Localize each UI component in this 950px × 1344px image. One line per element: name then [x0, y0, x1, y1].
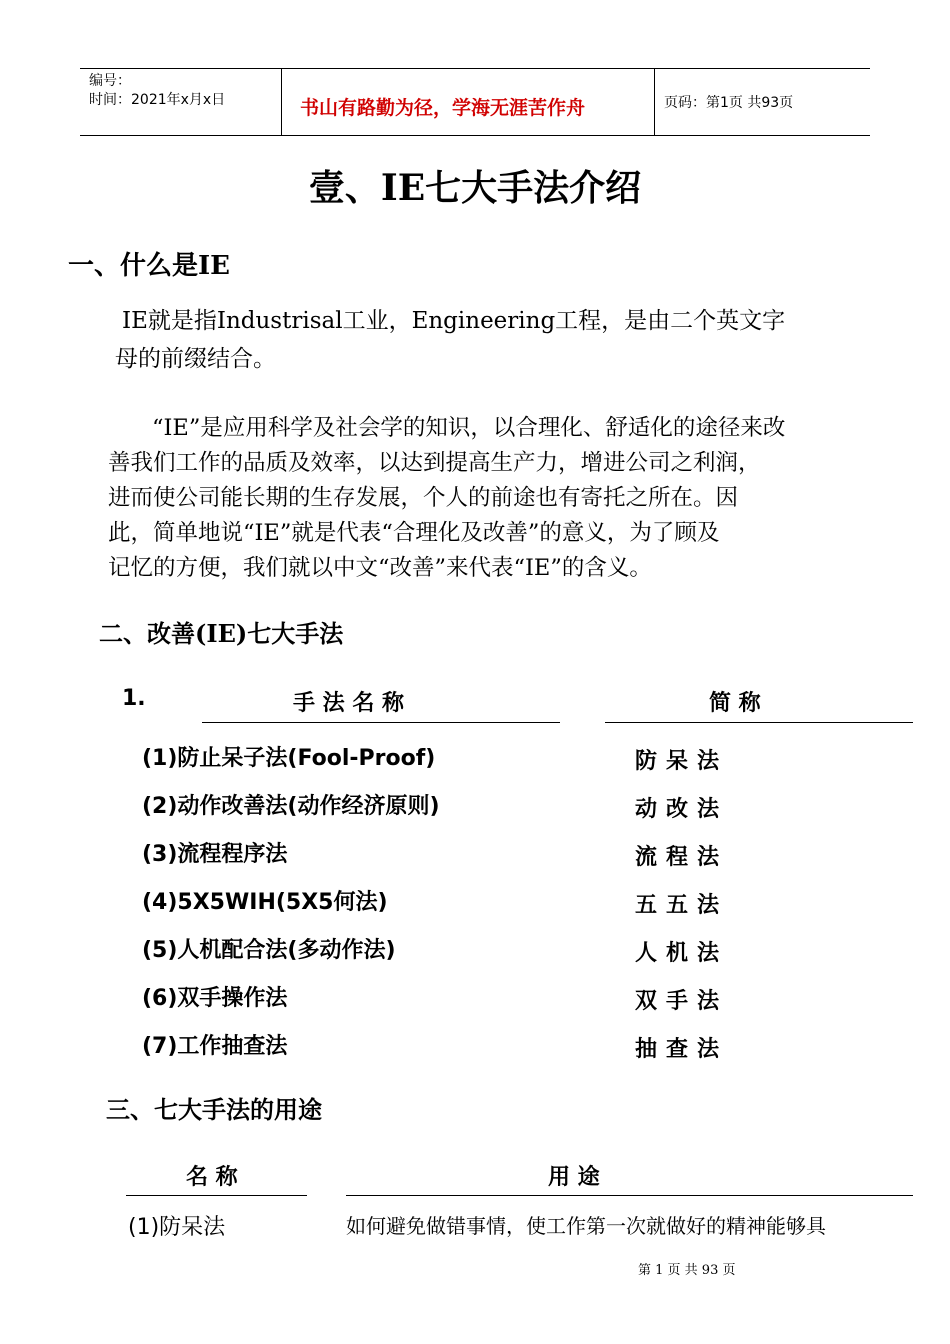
method-abbr: 五五法 — [635, 892, 729, 918]
page-footer: 第 1 页 共 93 页 — [638, 1263, 736, 1278]
section1-heading: 一、什么是IE — [68, 251, 230, 281]
uses-col-name-rule — [126, 1195, 307, 1196]
methods-col-name-rule — [202, 722, 560, 723]
method-name: (7)工作抽查法 — [142, 1034, 288, 1059]
uses-col-use-header: 用 途 — [548, 1164, 600, 1190]
header-divider-left — [281, 68, 282, 136]
method-abbr: 人机法 — [635, 940, 729, 966]
header-top-rule — [80, 68, 870, 69]
section3-heading: 三、七大手法的用途 — [106, 1095, 322, 1124]
use-row-name: (1)防呆法 — [128, 1215, 226, 1240]
methods-col-abbr-rule — [605, 722, 913, 723]
method-abbr: 抽查法 — [635, 1036, 729, 1062]
section1-para2-line: 进而使公司能长期的生存发展，个人的前途也有寄托之所在。因 — [108, 485, 739, 511]
section2-list-number: 1. — [122, 686, 146, 711]
section1-para2-line: 记忆的方便，我们就以中文“改善”来代表“IE”的含义。 — [108, 555, 652, 581]
section1-para1-line2: 母的前缀结合。 — [115, 346, 276, 372]
header-divider-right — [654, 68, 655, 136]
uses-col-name-header: 名 称 — [186, 1164, 238, 1190]
document-title: 壹、IE七大手法介绍 — [308, 167, 642, 209]
header-bottom-rule — [80, 135, 870, 136]
use-row-text: 如何避免做错事情，使工作第一次就做好的精神能够具 — [346, 1214, 826, 1238]
uses-col-use-rule — [346, 1195, 913, 1196]
method-abbr: 动改法 — [635, 796, 729, 822]
method-abbr: 双手法 — [635, 988, 729, 1014]
method-name: (1)防止呆子法(Fool-Proof) — [142, 746, 436, 771]
methods-col-abbr-header: 简 称 — [709, 690, 761, 716]
header-motto: 书山有路勤为径，学海无涯苦作舟 — [300, 97, 586, 119]
section1-para2-line: “IE”是应用科学及社会学的知识，以合理化、舒适化的途径来改 — [152, 415, 786, 441]
section1-para2 — [108, 411, 873, 586]
method-name: (6)双手操作法 — [142, 986, 288, 1011]
method-name: (2)动作改善法(动作经济原则) — [142, 794, 440, 819]
header-page-info: 页码：第1页 共93页 — [664, 95, 794, 111]
method-name: (5)人机配合法(多动作法) — [142, 938, 396, 963]
header-number-label: 编号： — [89, 73, 131, 89]
method-abbr: 防呆法 — [635, 748, 729, 774]
section1-para1-line1: IE就是指Industrisal工业，Engineering工程，是由二个英文字 — [122, 308, 786, 334]
methods-col-name-header: 手 法 名 称 — [293, 690, 404, 716]
section2-heading: 二、改善(IE)七大手法 — [99, 619, 344, 648]
method-name: (4)5X5WIH(5X5何法) — [142, 890, 388, 915]
section1-para2-line: 善我们工作的品质及效率，以达到提高生产力，增进公司之利润， — [108, 450, 761, 476]
method-name: (3)流程程序法 — [142, 842, 288, 867]
method-abbr: 流程法 — [635, 844, 729, 870]
header-time-label: 时间：2021年x月x日 — [89, 92, 226, 108]
section1-para2-line: 此，简单地说“IE”就是代表“合理化及改善”的意义，为了顾及 — [108, 520, 720, 546]
